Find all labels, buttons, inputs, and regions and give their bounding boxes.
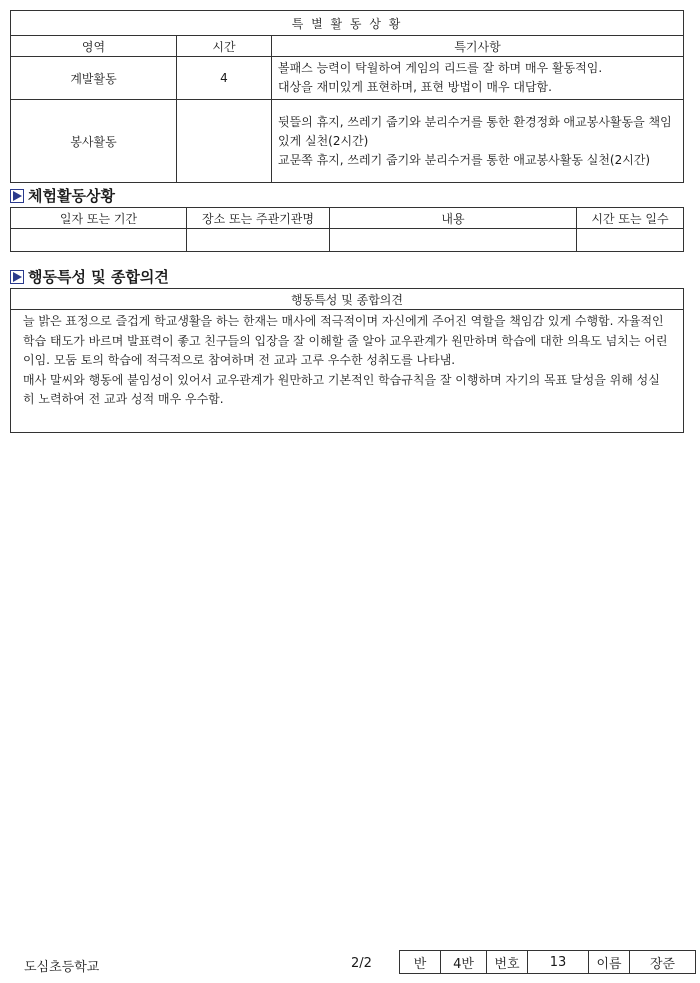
header-duration: 시간 또는 일수 [577,208,684,229]
number-value: 13 [528,951,589,974]
class-label: 반 [400,951,441,974]
behavior-heading-text: 행동특성 및 종합의견 [28,268,169,286]
special-activities-title: 특 별 활 동 상 황 [11,11,684,36]
content-cell [330,229,577,252]
header-hours: 시간 [177,36,272,57]
table-row [11,57,684,100]
notes-cell [272,57,684,100]
place-cell [187,229,330,252]
table-row [11,229,684,252]
notes-cell [272,100,684,183]
duration-cell [577,229,684,252]
behavior-text-cell [11,310,684,433]
header-date: 일자 또는 기간 [11,208,187,229]
area-cell: 봉사활동 [11,100,177,183]
play-arrow-icon [10,189,24,203]
special-activities-table [10,10,684,183]
behavior-table-header: 행동특성 및 종합의견 [11,289,684,310]
area-cell: 계발활동 [11,57,177,100]
note-line: 교문쪽 휴지, 쓰레기 줍기와 분리수거를 통한 애교봉사활동 실천(2시간) [278,152,651,167]
behavior-paragraph: 늘 밝은 표정으로 즐겁게 학교생활을 하는 한재는 매사에 적극적이며 자신에게 주어진 역할을 책임감 있게 수행함. 자율적인 학습 태도가 바르며 발표력이 좋고 친구들의 입장을 잘 이해할 줄 알아 교우관계가 원만하며 학습에 대한 의욕도 넘치는 어린이임. 모둠 토의 학습에 적극적으로 참여하며 전 교과 고루 우수한 성취도를 나타냄. [23,314,668,367]
header-area: 영역 [11,36,177,57]
hours-cell [177,100,272,183]
header-notes: 특기사항 [272,36,684,57]
experience-table [10,207,684,252]
date-cell [11,229,187,252]
behavior-table [10,288,684,433]
note-line: 볼패스 능력이 탁월하여 게임의 리드를 잘 하며 매우 활동적임. [278,61,603,75]
experience-heading-text: 체험활동상황 [28,187,115,205]
experience-heading [10,185,115,206]
behavior-heading [10,266,169,287]
header-content: 내용 [330,208,577,229]
class-value: 4반 [441,951,487,974]
page-number: 2/2 [351,956,372,971]
header-place: 장소 또는 주관기관명 [187,208,330,229]
note-line: 뒷뜰의 휴지, 쓰레기 줍기와 분리수거를 통한 환경정화 애교봉사활동을 책임있게 실천(2시간) [278,114,672,148]
number-label: 번호 [487,951,528,974]
student-info-table [399,950,696,974]
school-name: 도심초등학교 [24,960,100,975]
name-label: 이름 [589,951,630,974]
play-arrow-icon [10,270,24,284]
hours-cell: 4 [177,57,272,100]
name-value: 장준 [630,951,696,974]
behavior-paragraph: 매사 말씨와 행동에 붙임성이 있어서 교우관계가 원만하고 기본적인 학습규칙을 잘 이행하며 자기의 목표 달성을 위해 성실히 노력하여 전 교과 성적 매우 우수함. [23,372,660,406]
table-row [11,100,684,183]
note-line: 대상을 재미있게 표현하며, 표현 방법이 매우 대담함. [278,80,552,94]
